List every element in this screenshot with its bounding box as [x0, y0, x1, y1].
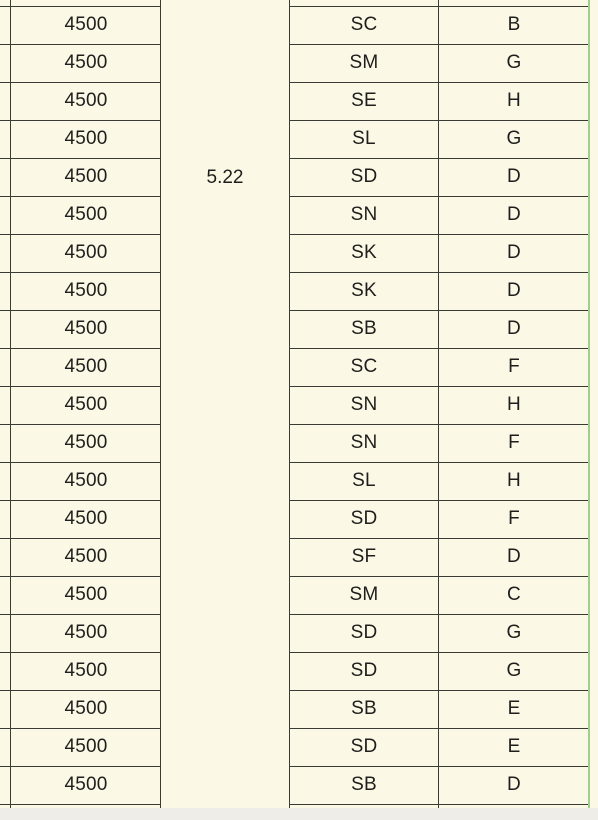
cell-amount[interactable]: 4500 [64, 660, 108, 681]
cell-grade[interactable]: F [508, 432, 520, 453]
cell-grade[interactable]: D [507, 242, 521, 263]
table-row [0, 6, 598, 44]
cell-code[interactable]: SL [352, 470, 376, 491]
row-divider [0, 196, 161, 197]
row-divider [0, 652, 161, 653]
cell-grade[interactable]: D [507, 774, 521, 795]
table-row [0, 538, 598, 576]
cell-code[interactable]: SC [350, 356, 378, 377]
cell-amount[interactable]: 4500 [64, 736, 108, 757]
cell-grade[interactable]: H [507, 470, 521, 491]
cell-grade[interactable]: D [507, 280, 521, 301]
cell-code[interactable]: SF [351, 546, 377, 567]
cell-amount[interactable]: 4500 [64, 546, 108, 567]
cell-code[interactable]: SD [350, 622, 378, 643]
cell-code[interactable]: SM [349, 52, 379, 73]
column-divider [10, 0, 11, 808]
cell-amount[interactable]: 4500 [64, 622, 108, 643]
table-row [0, 766, 598, 804]
cell-grade[interactable]: F [508, 508, 520, 529]
cell-amount[interactable]: 4500 [64, 698, 108, 719]
cell-amount[interactable]: 4500 [64, 584, 108, 605]
cell-code[interactable]: SD [350, 736, 378, 757]
table-row [0, 158, 598, 196]
cell-amount[interactable]: 4500 [64, 52, 108, 73]
cell-grade[interactable]: D [507, 546, 521, 567]
cell-grade[interactable]: C [507, 584, 521, 605]
cell-grade[interactable]: G [506, 622, 522, 643]
row-divider [0, 44, 161, 45]
cell-amount[interactable]: 4500 [64, 204, 108, 225]
cell-amount[interactable]: 4500 [64, 242, 108, 263]
table-row [0, 614, 598, 652]
cell-code[interactable]: SD [350, 660, 378, 681]
table-row [0, 348, 598, 386]
table-row [0, 652, 598, 690]
cell-grade[interactable]: E [507, 736, 521, 757]
cell-amount[interactable]: 4500 [64, 508, 108, 529]
cell-amount[interactable]: 4500 [64, 280, 108, 301]
row-divider [0, 804, 161, 805]
row-divider [0, 348, 161, 349]
cell-code[interactable]: SN [350, 432, 378, 453]
cell-grade[interactable]: D [507, 318, 521, 339]
row-divider [0, 158, 161, 159]
table-row [0, 120, 598, 158]
cell-code[interactable]: SM [349, 584, 379, 605]
table-row [0, 82, 598, 120]
cell-code[interactable]: SD [350, 166, 378, 187]
cell-code[interactable]: SL [352, 128, 376, 149]
row-divider [0, 576, 161, 577]
row-divider [0, 272, 161, 273]
cell-amount[interactable]: 4500 [64, 432, 108, 453]
table-row [0, 576, 598, 614]
cell-grade[interactable]: F [508, 356, 520, 377]
merged-cell[interactable] [161, 0, 289, 808]
row-divider [0, 82, 161, 83]
table-row [0, 728, 598, 766]
row-divider [0, 690, 161, 691]
column-divider [160, 0, 161, 808]
cell-code[interactable]: SN [350, 394, 378, 415]
cell-amount[interactable]: 4500 [64, 470, 108, 491]
cell-code[interactable]: SK [351, 280, 377, 301]
table-row [0, 690, 598, 728]
cell-code[interactable]: SK [351, 242, 377, 263]
cell-code[interactable]: SN [350, 204, 378, 225]
column-divider [438, 0, 439, 808]
row-divider [0, 766, 161, 767]
cell-grade[interactable]: D [507, 166, 521, 187]
row-divider [0, 614, 161, 615]
bottom-strip [0, 808, 598, 820]
cell-amount[interactable]: 4500 [64, 318, 108, 339]
row-divider [0, 6, 161, 7]
cell-amount[interactable]: 4500 [64, 166, 108, 187]
cell-grade[interactable]: B [507, 14, 521, 35]
cell-code[interactable]: SE [351, 90, 377, 111]
cell-code[interactable]: SB [351, 774, 377, 795]
table-row [0, 234, 598, 272]
row-divider [0, 500, 161, 501]
cell-code[interactable]: SD [350, 508, 378, 529]
table-row [0, 44, 598, 82]
cell-code[interactable]: SB [351, 698, 377, 719]
row-divider [0, 310, 161, 311]
table-row [0, 424, 598, 462]
table-row [0, 500, 598, 538]
row-divider [0, 462, 161, 463]
cell-code[interactable]: SC [350, 14, 378, 35]
merged-cell-value: 5.22 [206, 167, 244, 188]
table-row [0, 310, 598, 348]
cell-grade[interactable]: D [507, 204, 521, 225]
cell-amount[interactable]: 4500 [64, 128, 108, 149]
cell-grade[interactable]: H [507, 90, 521, 111]
table-row [0, 272, 598, 310]
row-divider [0, 538, 161, 539]
column-divider [289, 0, 290, 808]
row-divider [0, 120, 161, 121]
cell-grade[interactable]: G [506, 660, 522, 681]
cell-grade[interactable]: E [507, 698, 521, 719]
cell-code[interactable]: SB [351, 318, 377, 339]
cell-amount[interactable]: 4500 [64, 14, 108, 35]
row-divider [0, 234, 161, 235]
cell-amount[interactable]: 4500 [64, 90, 108, 111]
row-divider [0, 386, 161, 387]
table-row [0, 386, 598, 424]
selection-border [588, 0, 590, 808]
row-divider [0, 424, 161, 425]
table-row [0, 196, 598, 234]
cell-amount[interactable]: 4500 [64, 356, 108, 377]
cell-grade[interactable]: H [507, 394, 521, 415]
cell-grade[interactable]: G [506, 52, 522, 73]
table-row [0, 462, 598, 500]
row-divider [0, 728, 161, 729]
cell-grade[interactable]: G [506, 128, 522, 149]
cell-amount[interactable]: 4500 [64, 774, 108, 795]
cell-amount[interactable]: 4500 [64, 394, 108, 415]
